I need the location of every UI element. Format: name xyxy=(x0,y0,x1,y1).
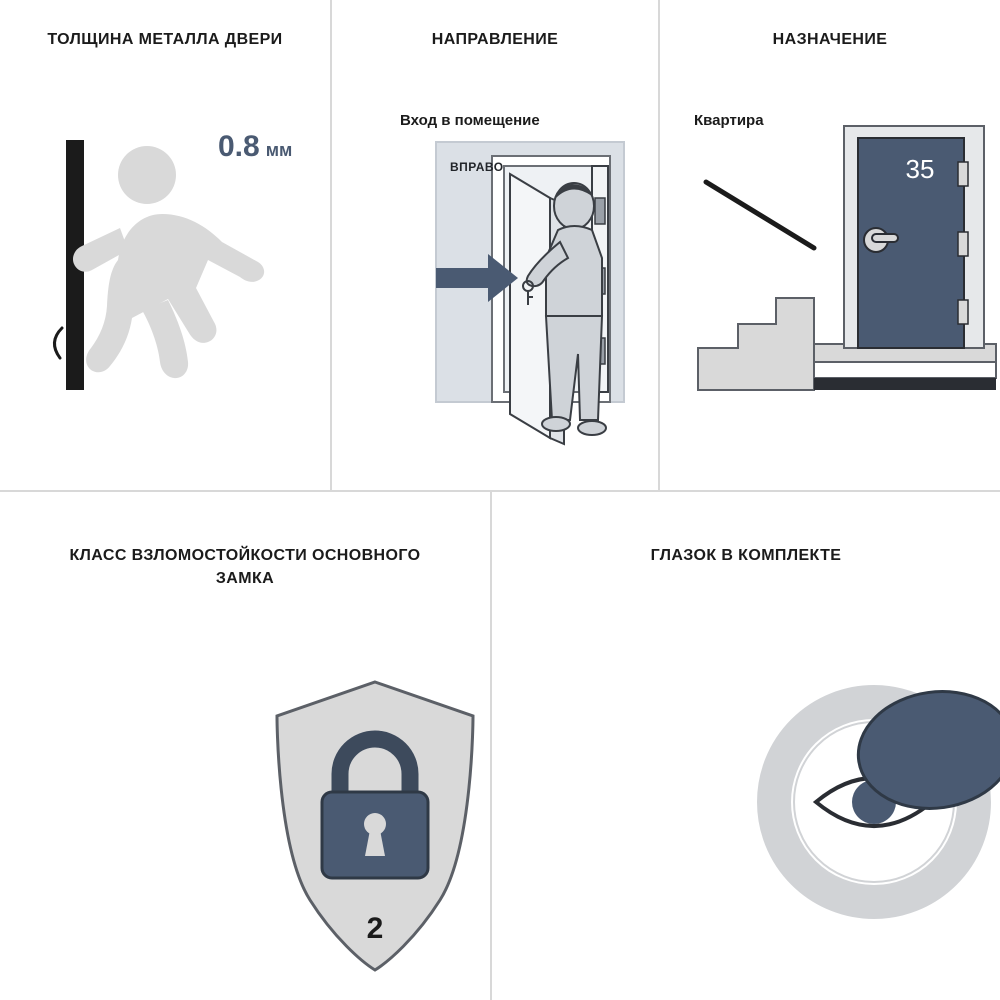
panel-direction xyxy=(332,0,658,490)
purpose-caption: Квартира xyxy=(694,112,764,129)
panel-lock-class xyxy=(0,492,490,1000)
panel-door-thickness xyxy=(0,0,330,490)
running-man-illustration xyxy=(0,110,330,430)
direction-arrow-label: ВПРАВО xyxy=(450,160,504,174)
panel-door-thickness-title: ТОЛЩИНА МЕТАЛЛА ДВЕРИ xyxy=(47,31,283,48)
panel-peephole xyxy=(492,492,1000,1000)
thickness-unit: мм xyxy=(265,140,293,160)
panel-peephole-title: ГЛАЗОК В КОМПЛЕКТЕ xyxy=(650,547,842,564)
peephole-illustration xyxy=(642,642,1000,922)
direction-caption: Вход в помещение xyxy=(400,112,540,129)
panel-purpose-title: НАЗНАЧЕНИЕ xyxy=(772,31,888,48)
panel-lock-class-title: КЛАСС ВЗЛОМОСТОЙКОСТИ ОСНОВНОГО ЗАМКА xyxy=(69,547,421,588)
thickness-value: 0.8 xyxy=(218,130,260,163)
lock-class-value-text: 2 xyxy=(366,912,384,945)
door-number-text: 35 xyxy=(905,154,935,184)
panel-direction-title: НАПРАВЛЕНИЕ xyxy=(431,31,559,48)
apartment-door-illustration xyxy=(680,108,1000,408)
panel-purpose xyxy=(660,0,1000,490)
